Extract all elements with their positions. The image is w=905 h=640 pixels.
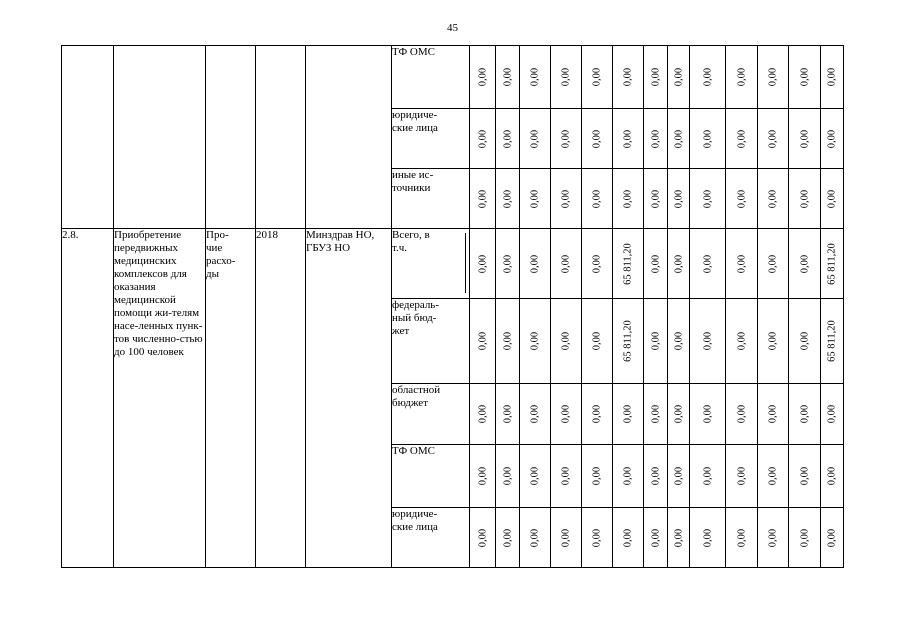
value-cell <box>582 229 613 299</box>
value-cell <box>470 384 496 445</box>
value-text: 0,00 <box>529 67 541 87</box>
value-cell <box>644 508 668 568</box>
value-text: 0,00 <box>673 331 684 351</box>
number-cell: 2.8. <box>62 229 114 568</box>
value-cell <box>520 445 551 508</box>
name-cell <box>114 46 206 229</box>
value-text: 0,00 <box>560 404 572 424</box>
value-cell <box>758 109 789 169</box>
value-text: 0,00 <box>650 67 661 87</box>
source-label: юридиче- ские лица <box>392 508 470 568</box>
value-text: 0,00 <box>826 67 838 87</box>
value-cell <box>789 508 821 568</box>
value-cell <box>644 229 668 299</box>
value-cell <box>758 384 789 445</box>
value-text: 0,00 <box>650 129 661 148</box>
value-cell <box>551 169 582 229</box>
year-cell <box>256 46 306 229</box>
value-text: 0,00 <box>702 67 713 87</box>
value-cell <box>758 169 789 229</box>
value-text: 65 811,20 <box>622 320 634 362</box>
value-cell <box>520 384 551 445</box>
value-cell <box>613 299 644 384</box>
value-text: 0,00 <box>622 67 634 87</box>
value-text: 0,00 <box>529 528 541 547</box>
value-text: 0,00 <box>702 189 713 208</box>
year-cell: 2018 <box>256 229 306 568</box>
value-cell <box>726 445 758 508</box>
value-text: 0,00 <box>622 466 634 486</box>
value-cell <box>690 109 726 169</box>
source-label: федераль- ный бюд- жет <box>392 299 470 384</box>
value-text: 0,00 <box>502 67 513 87</box>
value-cell <box>470 299 496 384</box>
value-text: 0,00 <box>673 254 684 273</box>
value-text: 0,00 <box>502 404 513 424</box>
value-text: 0,00 <box>736 67 747 87</box>
value-text: 0,00 <box>767 528 779 547</box>
value-text: 0,00 <box>591 466 603 486</box>
value-text: 0,00 <box>650 528 661 547</box>
value-cell <box>470 508 496 568</box>
value-cell <box>582 169 613 229</box>
value-text: 0,00 <box>767 67 779 87</box>
value-cell <box>582 384 613 445</box>
value-text: 0,00 <box>767 254 779 273</box>
table-row <box>62 46 844 109</box>
value-cell <box>470 109 496 169</box>
value-text: 0,00 <box>502 254 513 273</box>
value-text: 0,00 <box>736 331 747 351</box>
value-text: 65 811,20 <box>622 242 634 285</box>
value-cell <box>690 46 726 109</box>
source-label: областной бюджет <box>392 384 470 445</box>
value-text: 0,00 <box>622 189 634 208</box>
value-cell <box>668 46 690 109</box>
value-cell <box>690 508 726 568</box>
value-text: 0,00 <box>799 404 810 424</box>
value-cell <box>613 445 644 508</box>
value-cell <box>520 508 551 568</box>
value-text: 0,00 <box>736 254 747 273</box>
value-text: 0,00 <box>591 254 603 273</box>
value-text: 0,00 <box>702 129 713 148</box>
value-cell <box>668 109 690 169</box>
value-text: 0,00 <box>529 189 541 208</box>
value-text: 0,00 <box>799 129 810 148</box>
value-text: 0,00 <box>591 404 603 424</box>
value-text: 0,00 <box>673 129 684 148</box>
value-cell <box>470 229 496 299</box>
value-cell <box>726 384 758 445</box>
value-text: 0,00 <box>673 189 684 208</box>
value-cell <box>520 109 551 169</box>
value-text: 0,00 <box>799 466 810 486</box>
value-cell <box>789 229 821 299</box>
value-cell <box>496 508 520 568</box>
value-cell <box>726 299 758 384</box>
value-cell <box>582 445 613 508</box>
value-cell <box>582 46 613 109</box>
value-cell <box>613 229 644 299</box>
value-cell <box>644 384 668 445</box>
value-cell <box>726 508 758 568</box>
value-text: 0,00 <box>560 528 572 547</box>
number-cell <box>62 46 114 229</box>
value-text: 0,00 <box>767 404 779 424</box>
value-cell <box>789 46 821 109</box>
value-text: 0,00 <box>702 331 713 351</box>
value-text: 0,00 <box>529 466 541 486</box>
value-text: 0,00 <box>736 404 747 424</box>
value-text: 0,00 <box>673 528 684 547</box>
value-text: 0,00 <box>529 129 541 148</box>
value-text: 0,00 <box>477 189 488 208</box>
value-text: 0,00 <box>799 189 810 208</box>
value-cell <box>821 109 844 169</box>
value-cell <box>644 445 668 508</box>
value-cell <box>582 109 613 169</box>
value-text: 0,00 <box>477 129 488 148</box>
value-text: 0,00 <box>529 254 541 273</box>
value-cell <box>758 299 789 384</box>
value-text: 0,00 <box>477 528 488 547</box>
value-text: 0,00 <box>650 466 661 486</box>
value-text: 0,00 <box>650 331 661 351</box>
value-cell <box>613 508 644 568</box>
value-text: 0,00 <box>502 466 513 486</box>
value-cell <box>726 229 758 299</box>
value-text: 0,00 <box>622 404 634 424</box>
value-text: 0,00 <box>702 528 713 547</box>
value-text: 0,00 <box>799 254 810 273</box>
value-cell <box>613 169 644 229</box>
value-cell <box>789 384 821 445</box>
value-cell <box>668 299 690 384</box>
value-cell <box>821 508 844 568</box>
executor-cell: Минздрав НО, ГБУЗ НО <box>306 229 392 568</box>
expense-type-cell <box>206 46 256 229</box>
value-cell <box>821 169 844 229</box>
value-text: 0,00 <box>591 331 603 351</box>
value-text: 0,00 <box>529 404 541 424</box>
value-cell <box>470 169 496 229</box>
value-cell <box>613 46 644 109</box>
value-cell <box>668 445 690 508</box>
value-cell <box>496 384 520 445</box>
value-text: 0,00 <box>826 129 838 148</box>
value-cell <box>726 109 758 169</box>
value-cell <box>582 508 613 568</box>
value-text: 0,00 <box>622 129 634 148</box>
source-label: Всего, в т.ч. <box>392 229 470 299</box>
value-cell <box>668 169 690 229</box>
value-text: 0,00 <box>702 404 713 424</box>
value-cell <box>644 169 668 229</box>
table-row <box>62 229 844 299</box>
value-text: 0,00 <box>736 129 747 148</box>
value-text: 0,00 <box>736 528 747 547</box>
value-text: 0,00 <box>502 189 513 208</box>
value-cell <box>582 299 613 384</box>
value-text: 0,00 <box>502 331 513 351</box>
value-cell <box>758 46 789 109</box>
value-text: 0,00 <box>736 189 747 208</box>
value-text: 0,00 <box>673 67 684 87</box>
value-text: 0,00 <box>502 129 513 148</box>
source-label: иные ис- точники <box>392 169 470 229</box>
value-cell <box>789 445 821 508</box>
value-cell <box>726 46 758 109</box>
value-text: 0,00 <box>767 331 779 351</box>
value-cell <box>520 299 551 384</box>
name-cell: Приобретение передвижных медицинских комплексов для оказания медицинской помощи жи-телям насе-ленных пунк-тов численно-стью до 100 человек <box>114 229 206 568</box>
value-cell <box>551 229 582 299</box>
value-text: 0,00 <box>767 189 779 208</box>
value-text: 0,00 <box>826 189 838 208</box>
value-cell <box>668 508 690 568</box>
value-cell <box>821 299 844 384</box>
value-cell <box>520 169 551 229</box>
value-text: 0,00 <box>650 189 661 208</box>
value-cell <box>496 229 520 299</box>
value-cell <box>644 299 668 384</box>
value-cell <box>821 46 844 109</box>
value-text: 0,00 <box>477 466 488 486</box>
value-cell <box>520 46 551 109</box>
value-cell <box>551 299 582 384</box>
value-cell <box>551 508 582 568</box>
value-cell <box>496 299 520 384</box>
source-label: юридиче- ские лица <box>392 109 470 169</box>
value-cell <box>690 169 726 229</box>
value-text: 0,00 <box>799 528 810 547</box>
value-text: 0,00 <box>650 404 661 424</box>
value-text: 0,00 <box>477 254 488 273</box>
value-cell <box>613 384 644 445</box>
value-cell <box>496 109 520 169</box>
value-text: 0,00 <box>702 466 713 486</box>
value-text: 0,00 <box>591 528 603 547</box>
value-cell <box>496 445 520 508</box>
source-label: ТФ ОМС <box>392 445 470 508</box>
value-text: 0,00 <box>591 189 603 208</box>
value-cell <box>520 229 551 299</box>
value-text: 0,00 <box>799 67 810 87</box>
expense-type-cell: Про- чие расхо- ды <box>206 229 256 568</box>
value-cell <box>470 46 496 109</box>
value-text: 0,00 <box>650 254 661 273</box>
value-cell <box>668 229 690 299</box>
value-text: 0,00 <box>560 189 572 208</box>
value-cell <box>496 169 520 229</box>
value-cell <box>789 299 821 384</box>
value-text: 0,00 <box>591 129 603 148</box>
page-number: 45 <box>447 22 458 34</box>
value-cell <box>821 384 844 445</box>
value-cell <box>551 445 582 508</box>
value-text: 0,00 <box>673 466 684 486</box>
value-text: 0,00 <box>560 254 572 273</box>
value-text: 0,00 <box>477 404 488 424</box>
value-text: 65 811,20 <box>826 320 838 362</box>
value-text: 0,00 <box>560 67 572 87</box>
value-cell <box>726 169 758 229</box>
value-text: 0,00 <box>560 129 572 148</box>
value-text: 0,00 <box>560 331 572 351</box>
value-text: 0,00 <box>826 528 838 547</box>
value-cell <box>758 445 789 508</box>
value-text: 0,00 <box>826 404 838 424</box>
value-text: 0,00 <box>560 466 572 486</box>
value-text: 0,00 <box>736 466 747 486</box>
value-text: 0,00 <box>477 331 488 351</box>
value-text: 0,00 <box>799 331 810 351</box>
budget-table <box>61 45 844 568</box>
value-cell <box>613 109 644 169</box>
source-label: ТФ ОМС <box>392 46 470 109</box>
value-text: 0,00 <box>502 528 513 547</box>
value-cell <box>551 109 582 169</box>
value-cell <box>821 445 844 508</box>
value-cell <box>551 46 582 109</box>
value-text: 0,00 <box>591 67 603 87</box>
value-cell <box>551 384 582 445</box>
cell-divider <box>465 233 466 293</box>
value-cell <box>821 229 844 299</box>
value-cell <box>668 384 690 445</box>
value-cell <box>690 445 726 508</box>
value-cell <box>644 46 668 109</box>
value-cell <box>758 508 789 568</box>
value-text: 0,00 <box>673 404 684 424</box>
value-text: 0,00 <box>477 67 488 87</box>
value-text: 0,00 <box>622 528 634 547</box>
value-cell <box>644 109 668 169</box>
executor-cell <box>306 46 392 229</box>
value-text: 0,00 <box>702 254 713 273</box>
value-cell <box>789 169 821 229</box>
value-cell <box>758 229 789 299</box>
value-text: 0,00 <box>767 466 779 486</box>
value-text: 0,00 <box>826 466 838 486</box>
value-cell <box>470 445 496 508</box>
value-text: 65 811,20 <box>826 242 838 285</box>
value-cell <box>690 299 726 384</box>
value-cell <box>496 46 520 109</box>
value-text: 0,00 <box>529 331 541 351</box>
value-cell <box>789 109 821 169</box>
value-text: 0,00 <box>767 129 779 148</box>
value-cell <box>690 384 726 445</box>
value-cell <box>690 229 726 299</box>
